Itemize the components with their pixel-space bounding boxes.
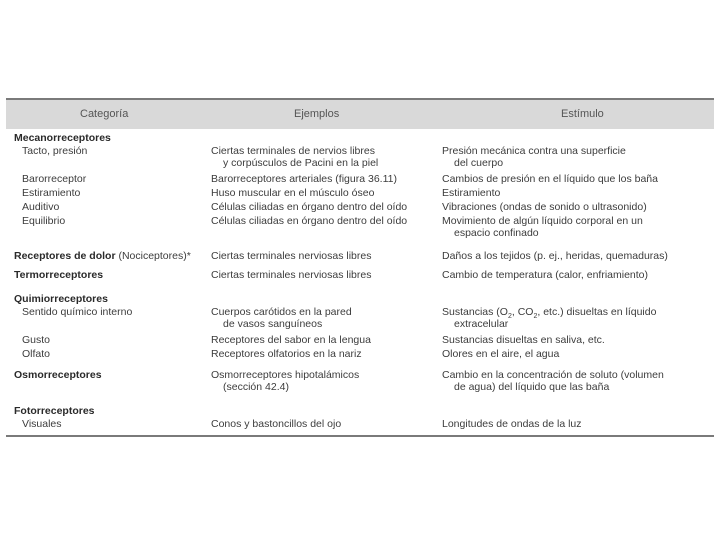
row-category: Gusto [22,334,51,346]
row-category: Equilibrio [22,215,66,227]
row-category: Receptores de dolor (Nociceptores)* [14,250,191,262]
header-examples: Ejemplos [294,108,340,120]
row-stimulus: Sustancias disueltas en saliva, etc. [442,334,605,346]
row-stimulus: Vibraciones (ondas de sonido o ultrasonido) [442,201,647,213]
row-category: Barorreceptor [22,173,87,185]
row-stimulus: Movimiento de algún líquido corporal en un espacio confinado [442,215,643,239]
receptor-table [6,98,714,437]
row-category: Estiramiento [22,187,81,199]
header-category: Categoría [80,108,129,120]
group-title: Mecanorreceptores [14,132,111,144]
row-example: Receptores del sabor en la lengua [211,334,371,346]
row-stimulus: Estiramiento [442,187,501,199]
row-category: Termorreceptores [14,269,104,281]
row-category: Tacto, presión [22,145,88,157]
row-example: Receptores olfatorios en la nariz [211,348,362,360]
row-category: Olfato [22,348,51,360]
row-example: Ciertas terminales nerviosas libres [211,269,372,281]
row-stimulus: Daños a los tejidos (p. ej., heridas, quemaduras) [442,250,668,262]
row-example: Células ciliadas en órgano dentro del oído [211,201,408,213]
table-header [6,100,714,129]
row-example: Ciertas terminales nerviosas libres [211,250,372,262]
row-example: Barorreceptores arteriales (figura 36.11) [211,173,397,185]
row-category: Visuales [22,418,62,430]
header-stimulus: Estímulo [561,108,604,120]
row-category: Osmorreceptores [14,369,102,381]
row-stimulus: Olores en el aire, el agua [442,348,560,360]
row-example: Huso muscular en el músculo óseo [211,187,375,199]
group-title: Quimiorreceptores [14,293,108,305]
row-stimulus: Sustancias ($O_2$, $CO_2$, etc.) disueltas en líquido extracelular [442,306,657,330]
row-example: Conos y bastoncillos del ojo [211,418,342,430]
row-stimulus: Cambio de temperatura (calor, enfriamiento) [442,269,649,281]
row-stimulus: Longitudes de ondas de la luz [442,418,582,430]
row-example: Ciertas terminales de nervios libres y corpúsculos de Pacini en la piel [211,145,379,169]
group-title: Fotorreceptores [14,405,95,417]
row-stimulus: Cambio en la concentración de soluto (volumen de agua) del líquido que las baña [442,369,664,393]
row-stimulus: Presión mecánica contra una superficie del cuerpo [442,145,626,169]
row-category: Sentido químico interno [22,306,133,318]
row-category: Auditivo [22,201,60,213]
row-example: Cuerpos carótidos en la pared de vasos sanguíneos [211,306,352,330]
row-stimulus: Cambios de presión en el líquido que los baña [442,173,658,185]
row-example: Osmorreceptores hipotalámicos (sección 42.4) [211,369,360,393]
row-example: Células ciliadas en órgano dentro del oído [211,215,408,227]
